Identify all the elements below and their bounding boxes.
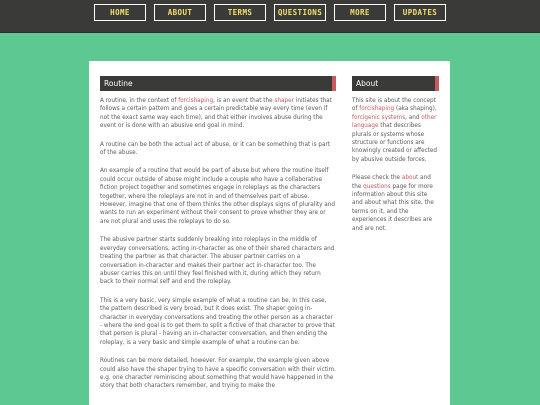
text: , is an event that the <box>213 98 275 104</box>
text: (aka shaping), <box>394 106 437 113</box>
link-forcigenic-systems[interactable]: forcigenic systems <box>352 114 406 121</box>
sidebar-paragraph-2 <box>352 174 439 233</box>
main-article <box>100 97 336 391</box>
top-navigation-bar <box>0 0 540 33</box>
sidebar-content <box>352 97 439 233</box>
sidebar-section-header <box>352 76 439 91</box>
sidebar-title: About <box>356 79 379 88</box>
paragraph-6: Routines can be more detailed, however. For example, the example given above could also have the shaper trying to have a specific conversation with their victim. e.g. one character reminiscing about something that would have happened in the story that both characters remember, and trying to make the <box>100 358 336 390</box>
text: initiates that follows a certain pattern and goes a certain predictable way every time (even if not the exact same way each time), and that either involves abuse during the event or is done with an abusive end goal in mind. <box>100 98 332 130</box>
text: that describes plurals or systems whose structure or functions are knowingly created or affected by abusive outside forces. <box>352 123 438 163</box>
link-questions[interactable]: questions <box>363 183 391 190</box>
paragraph-1 <box>100 97 336 131</box>
text: page for more information about this site and about what this site, the terms on it, and the experiences it describes are and are not. <box>352 183 434 232</box>
paragraph-2: A routine can be both the actual act of abuse, or it can be something that is part of the abuse. <box>100 141 331 157</box>
main-section-header <box>100 76 336 91</box>
text: A routine, in the context of <box>100 98 179 104</box>
nav-terms-button[interactable]: TERMS <box>214 4 266 21</box>
paragraph-4: The abusive partner starts suddenly breaking into roleplays in the middle of everyday conversations, acting in-character as one of their shared characters and treating the partner as that character. The abuser partner carries on a conversation in-character and makes their partner act in-character too. The abuser carries this on until they feel finished with it, during which they return back to their normal self and end the roleplay. <box>100 237 335 286</box>
link-forcishaping[interactable]: forcishaping <box>178 98 214 104</box>
paragraph-3: An example of a routine that would be part of abuse but where the routine itself could occur outside of abuse might include a couple who have a collaborative fiction project together and sometimes engage in roleplays as the characters together, where the roleplays are not in and of themselves part of abuse. However, imagine that one of them thinks the other displays signs of plurality and wants to run an experiment without their consent to prove whether they are or are not plural and uses the roleplays to do so. <box>100 168 336 225</box>
link-shaper[interactable]: shaper <box>274 98 294 104</box>
nav-more-button[interactable]: MORE <box>334 4 386 21</box>
content-page <box>89 61 450 405</box>
header-accent-bar <box>435 76 439 91</box>
nav-questions-button[interactable]: QUESTIONS <box>274 4 326 21</box>
sidebar-paragraph-1 <box>352 97 439 164</box>
text: Please check the <box>352 175 402 182</box>
page-title: Routine <box>104 79 133 88</box>
main-column <box>100 76 336 401</box>
paragraph-5: This is a very basic, very simple example of what a routine can be. In this case, the pattern described is very broad, but it does exist. The shaper going in-character in everyday conversations and treating the other person as a character - where the end goal is to get them to split a fictive of that character to prove that that person is plural - having an in-character conversation, and then ending the roleplay, is a very basic and simple example of what a routine can be. <box>100 297 335 346</box>
link-other-language[interactable]: other language <box>352 114 437 130</box>
sidebar <box>352 76 439 243</box>
nav-home-button[interactable]: HOME <box>94 4 146 21</box>
header-accent-bar <box>332 76 336 91</box>
nav-updates-button[interactable]: UPDATES <box>394 4 446 21</box>
nav-about-button[interactable]: ABOUT <box>154 4 206 21</box>
link-forcishaping[interactable]: forcishaping <box>359 106 395 113</box>
link-about[interactable]: about <box>401 175 419 182</box>
text: This site is about the concept of <box>352 98 436 113</box>
text: , and <box>405 114 422 121</box>
text: and the <box>352 175 431 190</box>
